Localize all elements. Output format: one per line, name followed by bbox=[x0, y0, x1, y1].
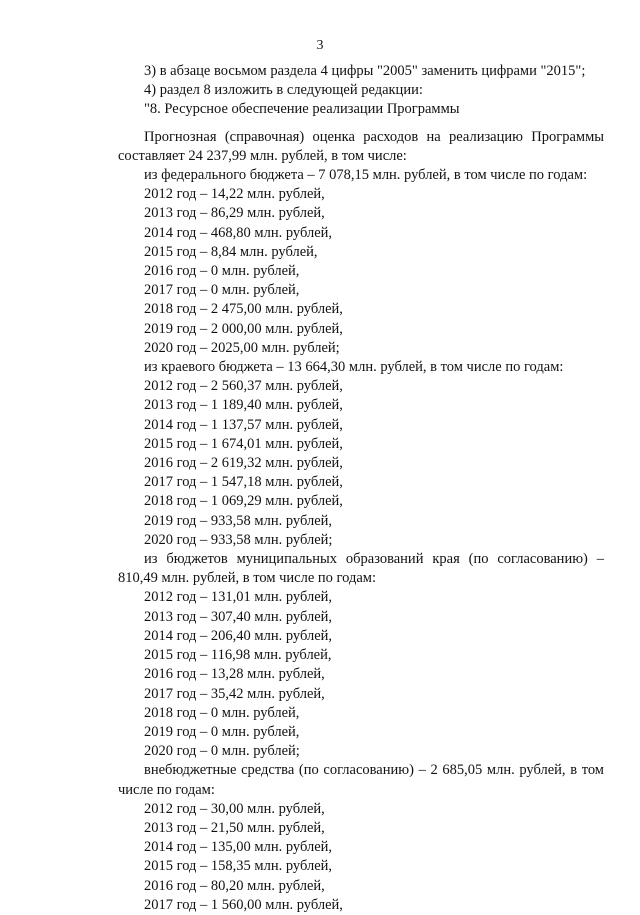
list-item: 2018 год – 1 069,29 млн. рублей, bbox=[144, 493, 343, 510]
federal-budget-block bbox=[118, 166, 604, 358]
list-item: 2020 год – 0 млн. рублей; bbox=[144, 743, 300, 760]
list-item: 2014 год – 1 137,57 млн. рублей, bbox=[144, 416, 343, 433]
list-item: 2015 год – 158,35 млн. рублей, bbox=[144, 858, 333, 875]
list-item: 2014 год – 135,00 млн. рублей, bbox=[144, 839, 333, 856]
list-item: 2020 год – 2025,00 млн. рублей; bbox=[144, 339, 340, 356]
regional-budget-heading: из краевого бюджета – 13 664,30 млн. рублей, в том числе по годам: bbox=[144, 359, 564, 376]
list-item: 2013 год – 21,50 млн. рублей, bbox=[144, 819, 325, 836]
municipal-budget-heading: из бюджетов муниципальных образований края (по согласованию) – 810,49 млн. рублей, в том числе по годам: bbox=[118, 551, 604, 587]
list-item: 2017 год – 1 547,18 млн. рублей, bbox=[144, 474, 343, 491]
list-item: 2013 год – 1 189,40 млн. рублей, bbox=[144, 397, 343, 414]
list-item: 2017 год – 35,42 млн. рублей, bbox=[144, 685, 325, 702]
list-item: 2014 год – 206,40 млн. рублей, bbox=[144, 627, 333, 644]
amendment-item-3: 3) в абзаце восьмом раздела 4 цифры "2005" заменить цифрами "2015"; bbox=[144, 63, 586, 79]
list-item: 2017 год – 1 560,00 млн. рублей, bbox=[144, 896, 343, 913]
list-item: 2018 год – 2 475,00 млн. рублей, bbox=[144, 301, 343, 318]
list-item: 2012 год – 2 560,37 млн. рублей, bbox=[144, 378, 343, 395]
list-item: 2019 год – 0 млн. рублей, bbox=[144, 723, 300, 740]
municipal-budget-block bbox=[118, 550, 604, 761]
list-item: 2018 год – 0 млн. рублей, bbox=[144, 704, 300, 721]
list-item: 2016 год – 80,20 млн. рублей, bbox=[144, 877, 325, 894]
list-item: 2016 год – 0 млн. рублей, bbox=[144, 263, 300, 280]
list-item: 2012 год – 30,00 млн. рублей, bbox=[144, 800, 325, 817]
extrabudgetary-heading: внебюджетные средства (по согласованию) – 2 685,05 млн. рублей, в том числе по годам: bbox=[118, 762, 604, 798]
amendment-item-4: 4) раздел 8 изложить в следующей редакции: bbox=[144, 82, 423, 99]
list-item: 2012 год – 14,22 млн. рублей, bbox=[144, 186, 325, 203]
extrabudgetary-block bbox=[118, 761, 604, 915]
list-item: 2015 год – 8,84 млн. рублей, bbox=[144, 243, 318, 260]
list-item: 2019 год – 2 000,00 млн. рублей, bbox=[144, 320, 343, 337]
list-item: 2017 год – 0 млн. рублей, bbox=[144, 282, 300, 299]
document-body bbox=[118, 62, 604, 915]
list-item: 2016 год – 2 619,32 млн. рублей, bbox=[144, 455, 343, 472]
list-item: 2013 год – 86,29 млн. рублей, bbox=[144, 205, 325, 222]
federal-budget-heading: из федерального бюджета – 7 078,15 млн. рублей, в том числе по годам: bbox=[144, 167, 588, 184]
list-item: 2020 год – 933,58 млн. рублей; bbox=[144, 531, 333, 548]
list-item: 2019 год – 933,58 млн. рублей, bbox=[144, 512, 333, 529]
summary-paragraph: Прогнозная (справочная) оценка расходов на реализацию Программы составляет 24 237,99 млн. рублей, в том числе: bbox=[118, 128, 604, 164]
list-item: 2014 год – 468,80 млн. рублей, bbox=[144, 224, 333, 241]
list-item: 2015 год – 116,98 млн. рублей, bbox=[144, 647, 332, 664]
list-item: 2016 год – 13,28 млн. рублей, bbox=[144, 666, 325, 683]
regional-budget-block bbox=[118, 358, 604, 550]
list-item: 2015 год – 1 674,01 млн. рублей, bbox=[144, 435, 343, 452]
section-8-title: "8. Ресурсное обеспечение реализации Программы bbox=[144, 101, 460, 118]
list-item: 2012 год – 131,01 млн. рублей, bbox=[144, 589, 333, 606]
list-item: 2013 год – 307,40 млн. рублей, bbox=[144, 608, 333, 625]
page-number: 3 bbox=[316, 38, 324, 53]
